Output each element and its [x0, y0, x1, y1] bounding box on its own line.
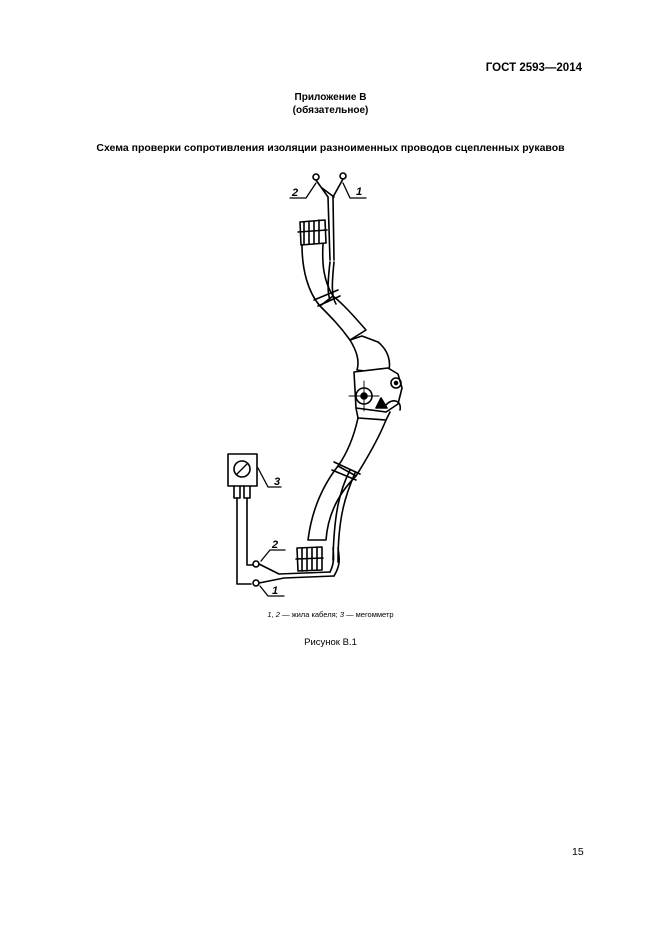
label-wire-2-bottom: 2 [272, 539, 279, 551]
coupling-head [349, 336, 402, 420]
megohmmeter [228, 454, 257, 498]
caption-number-2: 2 [275, 610, 280, 619]
caption-text-1: — жила кабеля; [279, 610, 340, 619]
label-megohmmeter: 3 [274, 476, 281, 488]
appendix-title: Приложение В [294, 92, 367, 103]
lower-hose [308, 418, 386, 562]
document-code: ГОСТ 2593—2014 [485, 62, 582, 74]
caption-number-1: 1 [267, 610, 272, 619]
label-wire-2-top: 2 [292, 187, 299, 199]
page-number: 15 [572, 846, 584, 858]
caption-number-3: 3 [339, 610, 344, 619]
label-wire-1-top: 1 [356, 186, 363, 198]
appendix-status: (обязательное) [292, 105, 369, 116]
bottom-hose-nut [296, 547, 323, 571]
figure-caption [0, 610, 661, 619]
top-terminals [313, 173, 346, 260]
caption-separator: , [271, 610, 276, 619]
scheme-title: Схема проверки сопротивления изоляции разноименных проводов сцепленных рукавов [96, 142, 565, 154]
figure-label: Рисунок В.1 [304, 637, 357, 648]
caption-text-2: — мегомметр [343, 610, 394, 619]
test-circuit [237, 498, 339, 586]
top-hose-nut [298, 220, 327, 245]
label-wire-1-bottom: 1 [272, 585, 279, 597]
